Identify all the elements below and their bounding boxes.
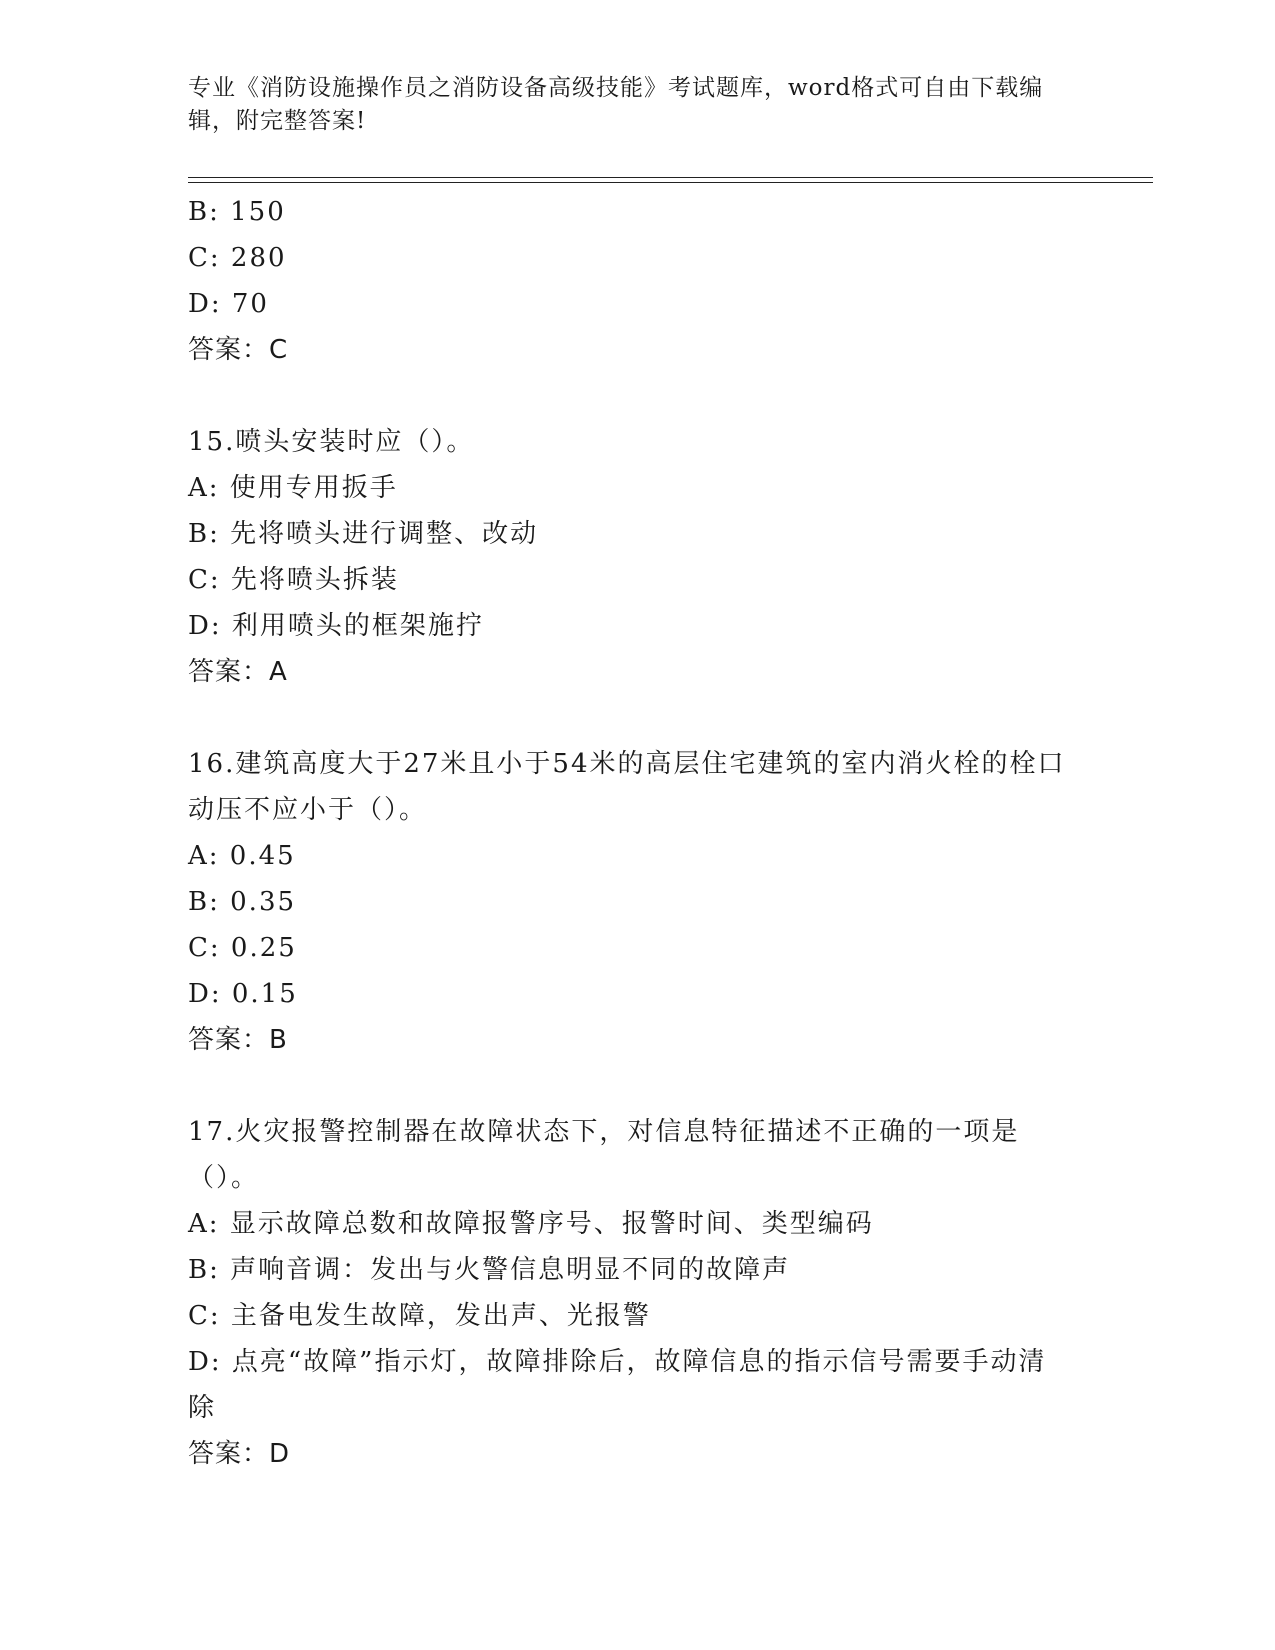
option-d: D: 0.15 — [188, 979, 298, 1009]
header-divider-bottom — [188, 182, 1153, 183]
spacer — [188, 373, 1088, 419]
option-c: C: 先将喷头拆装 — [188, 565, 399, 595]
answer-line: 答案：C — [188, 335, 289, 365]
previous-question-tail — [188, 189, 1088, 373]
option-a: A: 显示故障总数和故障报警序号、报警时间、类型编码 — [188, 1209, 874, 1239]
option-c: C: 280 — [188, 243, 287, 273]
option-c: C: 主备电发生故障，发出声、光报警 — [188, 1301, 651, 1331]
option-a: A: 0.45 — [188, 841, 296, 871]
option-a: A: 使用专用扳手 — [188, 473, 398, 503]
option-d: D: 70 — [188, 289, 269, 319]
option-b: B: 150 — [188, 197, 286, 227]
spacer — [188, 695, 1088, 741]
option-d: D: 点亮“故障”指示灯，故障排除后，故障信息的指示信号需要手动清除 — [188, 1347, 1047, 1423]
question-16 — [188, 741, 1068, 1063]
option-b: B: 0.35 — [188, 887, 297, 917]
answer-line: 答案：D — [188, 1439, 291, 1469]
answer-line: 答案：B — [188, 1025, 288, 1055]
question-15 — [188, 419, 1068, 695]
question-stem: 16.建筑高度大于27米且小于54米的高层住宅建筑的室内消火栓的栓口动压不应小于（）。 — [188, 749, 1066, 825]
question-17 — [188, 1109, 1068, 1477]
option-c: C: 0.25 — [188, 933, 297, 963]
question-list — [188, 189, 1088, 1477]
question-stem: 17.火灾报警控制器在故障状态下，对信息特征描述不正确的一项是（）。 — [188, 1117, 1020, 1193]
header-divider-top — [188, 177, 1153, 178]
option-d: D: 利用喷头的框架施拧 — [188, 611, 484, 641]
option-b: B: 声响音调：发出与火警信息明显不同的故障声 — [188, 1255, 791, 1285]
question-stem: 15.喷头安装时应（）。 — [188, 427, 475, 457]
document-header: 专业《消防设施操作员之消防设备高级技能》考试题库，word格式可自由下载编辑，附完整答案! — [188, 75, 1044, 134]
answer-line: 答案：A — [188, 657, 288, 687]
spacer — [188, 1063, 1088, 1109]
option-b: B: 先将喷头进行调整、改动 — [188, 519, 539, 549]
